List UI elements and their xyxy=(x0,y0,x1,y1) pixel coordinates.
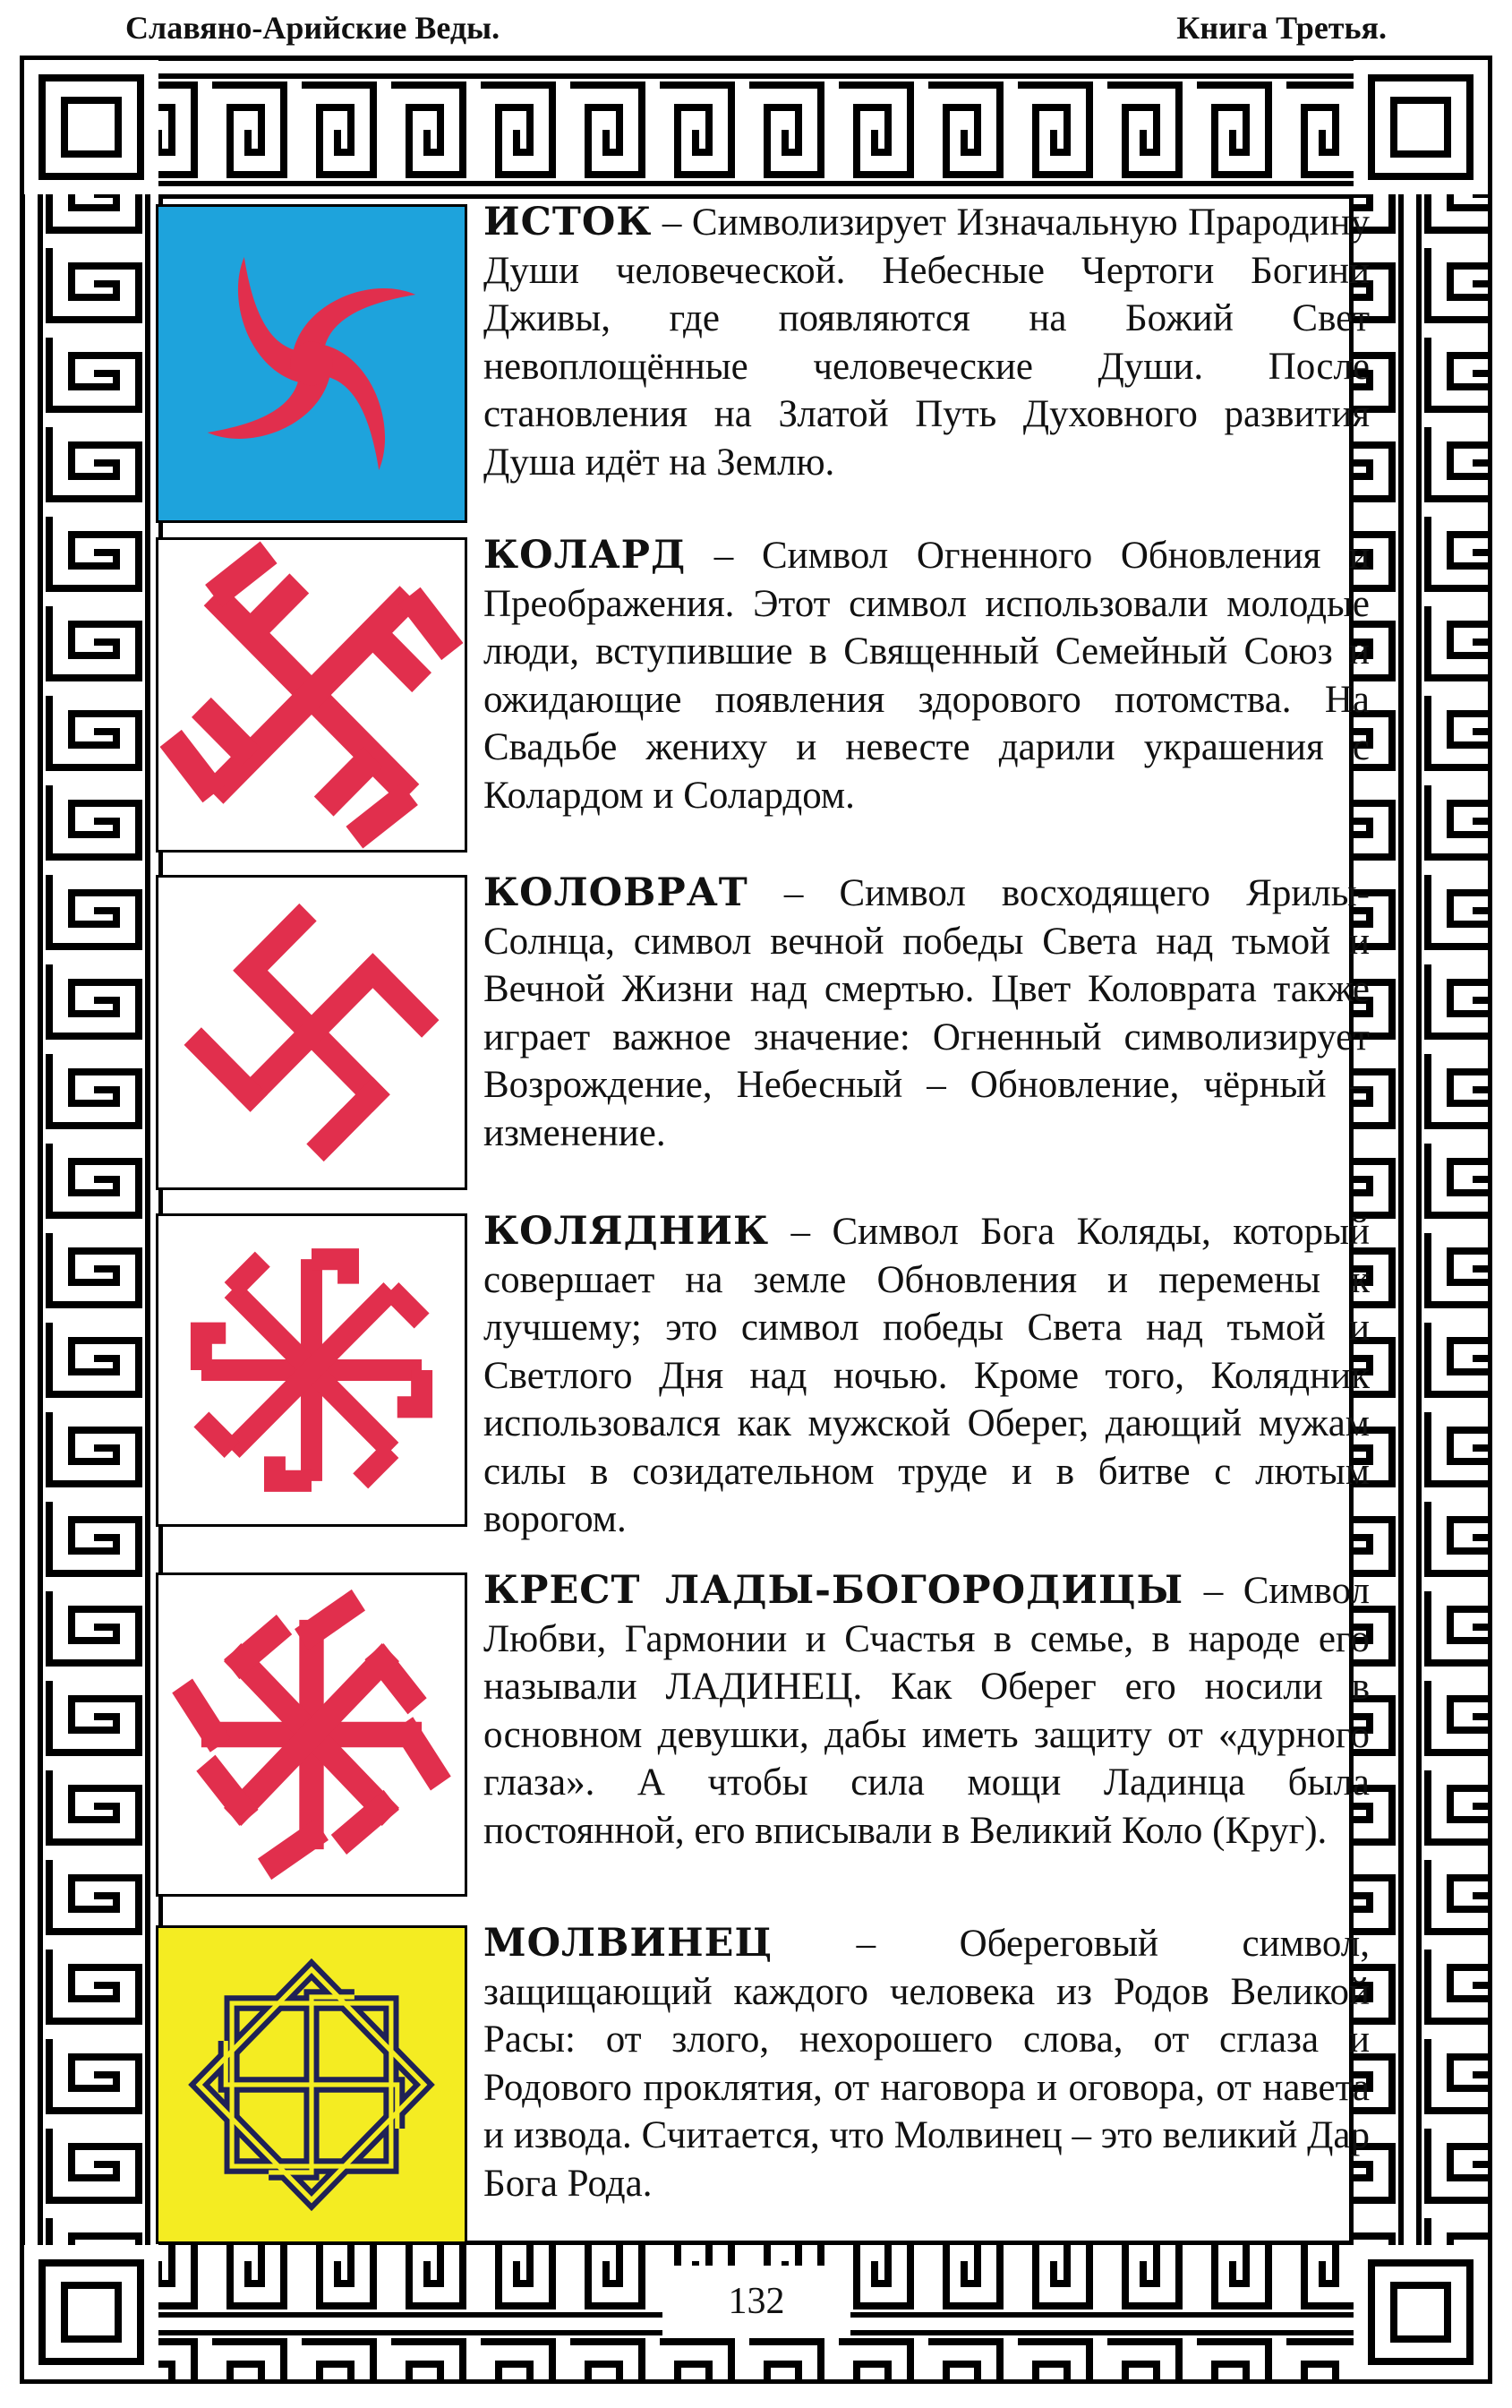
entry-term: КОЛОВРАТ xyxy=(483,870,748,915)
kolyadnik-icon xyxy=(158,1216,465,1524)
entry-term: ИСТОК xyxy=(483,200,653,244)
entry-text: МОЛВИНЕЦ – Обереговый символ, защищающий каждого человека из Родов Великой Расы: от злого, нехорошего слова, от сглаза и Родового проклятия, от наговора и оговора, от навета и извода. Считается, что Молвинец – это великий Дар Бога Рода. xyxy=(483,1921,1371,2205)
entry-molvinets xyxy=(156,1921,1371,2244)
entry-term: КОЛАРД xyxy=(483,533,687,578)
page-number: 132 xyxy=(662,2266,850,2337)
entry-description: Обереговый символ, защищающий каждого человека из Родов Великой Расы: от злого, нехорошего слова, от сглаза и Родового проклятия, от наговора и оговора, от навета и извода. Считается, что Молвинец – это великий Дар Бога Рода. xyxy=(483,1923,1371,2205)
krest-lady-symbol xyxy=(156,1572,467,1897)
spiral-galaxy-icon xyxy=(158,207,465,520)
kolard-icon xyxy=(158,540,465,850)
entry-kolovrat xyxy=(156,870,1370,1190)
kolyadnik-symbol xyxy=(156,1213,467,1527)
entry-description: Символизирует Изначальную Прародину Души человеческой. Небесные Чертоги Богини Дживы, где появляются на Божий Свет невоплощённые человеческие Души. После становления на Златой Путь Духовного развития Душа идёт на Землю. xyxy=(483,201,1370,484)
book-title: Славяно-Арийские Веды. xyxy=(125,10,500,46)
entry-description: Символ Любви, Гармонии и Счастья в семье, в народе его называли ЛАДИНЕЦ. Как Оберег его носили в основном девушки, дабы иметь защиту от «дурного глаза». А чтобы сила мощи Ладинца была постоянной, его вписывали в Великий Коло (Круг). xyxy=(483,1570,1370,1852)
entry-text: КОЛОВРАТ – Символ восходящего Ярилы-Солнца, символ вечной победы Света над тьмой и Вечной Жизни над смертью. Цвет Коловрата также играет важное значение: Огненный символизирует Возрождение, Небесный – Обновление, чёрный – изменение. xyxy=(483,870,1370,1154)
entry-kolyadnik xyxy=(156,1209,1371,1540)
molvinets-symbol xyxy=(156,1925,467,2244)
kolovrat-symbol xyxy=(156,875,467,1190)
entry-kolard xyxy=(156,533,1371,853)
entry-description: Символ Огненного Обновления и Преображения. Этот символ использовали молодые люди, вступившие в Священный Семейный Союз и ожидающие появления здорового потомства. На Свадьбе жениху и невесте дарили украшения с Колардом и Солардом. xyxy=(483,535,1371,817)
molvinets-icon xyxy=(158,1928,465,2241)
entry-description: Символ восходящего Ярилы-Солнца, символ вечной победы Света над тьмой и Вечной Жизни над смертью. Цвет Коловрата также играет важное значение: Огненный символизирует Возрождение, Небесный – Обновление, чёрный – изменение. xyxy=(483,872,1370,1154)
entry-text: КОЛАРД – Символ Огненного Обновления и Преображения. Этот символ использовали молодые люди, вступившие в Священный Семейный Союз и ожидающие появления здорового потомства. На Свадьбе жениху и невесте дарили украшения с Колардом и Солардом. xyxy=(483,533,1371,817)
entry-krest-lady xyxy=(156,1568,1370,1897)
entry-term: КОЛЯДНИК xyxy=(483,1209,770,1254)
entry-term: МОЛВИНЕЦ xyxy=(483,1921,773,1966)
krest-lady-icon xyxy=(158,1575,465,1894)
running-header xyxy=(125,7,1387,48)
kolard-symbol xyxy=(156,537,467,853)
entry-text: КОЛЯДНИК – Символ Бога Коляды, который совершает на земле Обновления и перемены к лучшему; это символ победы Света над тьмой и Светлого Дня над ночью. Кроме того, Колядник использовался как мужской Оберег, дающий мужам силы в созидательном труде и в битве с лютым ворогом. xyxy=(483,1209,1371,1540)
kolovrat-icon xyxy=(158,878,465,1187)
entry-description: Символ Бога Коляды, который совершает на земле Обновления и перемены к лучшему; это символ победы Света над тьмой и Светлого Дня над ночью. Кроме того, Колядник использовался как мужской Оберег, дающий мужам силы в созидательном труде и в битве с лютым ворогом. xyxy=(483,1211,1371,1540)
entry-term: КРЕСТ ЛАДЫ-БОГОРОДИЦЫ xyxy=(483,1568,1184,1613)
entry-text: КРЕСТ ЛАДЫ-БОГОРОДИЦЫ – Символ Любви, Гармонии и Счастья в семье, в народе его называли ЛАДИНЕЦ. Как Оберег его носили в основном девушки, дабы иметь защиту от «дурного глаза». А чтобы сила мощи Ладинца была постоянной, его вписывали в Великий Коло (Круг). xyxy=(483,1568,1370,1852)
entry-istok xyxy=(156,200,1370,523)
book-part: Книга Третья. xyxy=(1176,10,1387,46)
entry-text: ИСТОК – Символизирует Изначальную Прародину Души человеческой. Небесные Чертоги Богини Дживы, где появляются на Божий Свет невоплощённые человеческие Души. После становления на Златой Путь Духовного развития Душа идёт на Землю. xyxy=(483,200,1370,484)
istok-symbol xyxy=(156,204,467,523)
